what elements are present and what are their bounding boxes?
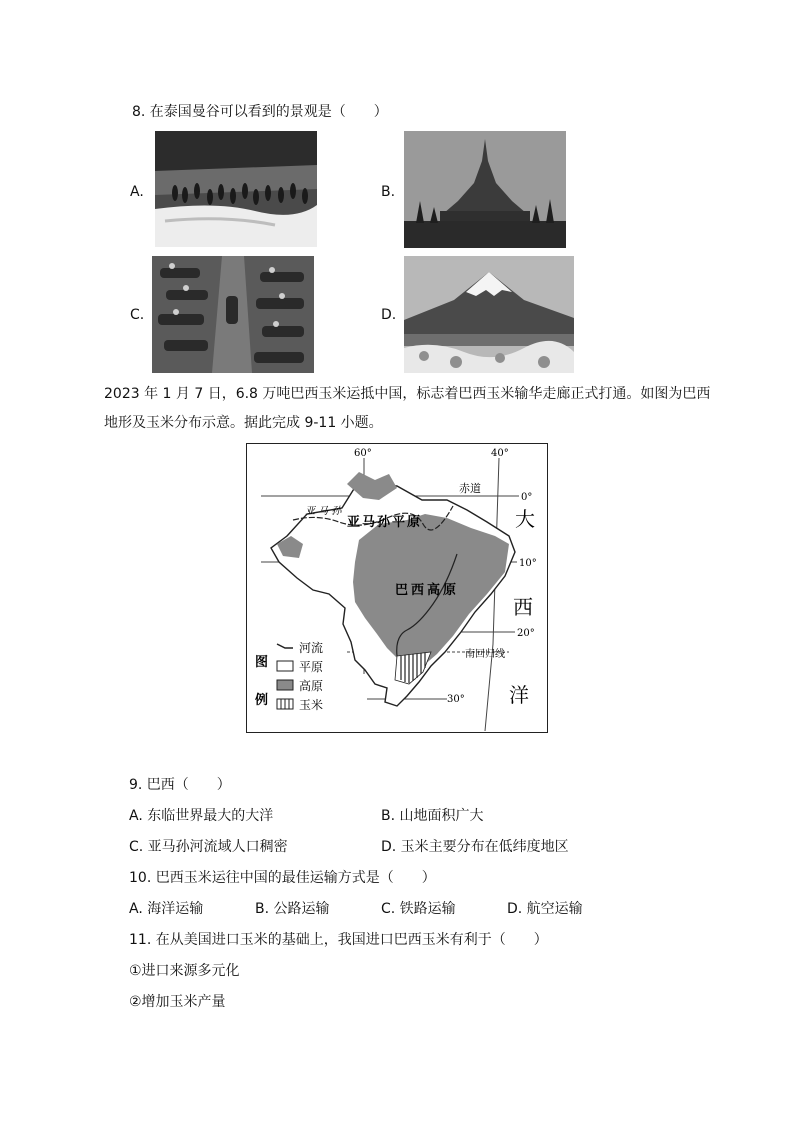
svg-text:图: 图 [255, 655, 269, 670]
plain-legend-icon [277, 661, 293, 671]
svg-text:亚马孙平原: 亚马孙平原 [347, 515, 423, 530]
question-9-stem: 9. 巴西（ ） [129, 777, 231, 793]
svg-text:巴西高原: 巴西高原 [395, 583, 460, 598]
option-a-label: A. [130, 184, 144, 200]
q10-option-a: A. 海洋运输 [129, 901, 204, 917]
q10-option-b: B. 公路运输 [255, 901, 330, 917]
option-d-label: D. [381, 307, 397, 323]
q9-option-c: C. 亚马孙河流域人口稠密 [129, 839, 288, 855]
q9-option-d: D. 玉米主要分布在低纬度地区 [381, 839, 569, 855]
floating-market-photo [152, 256, 314, 373]
q9-option-b: B. 山地面积广大 [381, 808, 484, 824]
svg-text:高原: 高原 [299, 679, 324, 693]
option-c-label: C. [130, 307, 145, 323]
svg-text:河流: 河流 [299, 641, 324, 655]
svg-text:大: 大 [515, 507, 535, 531]
river-legend-icon [277, 644, 293, 648]
q9-option-a: A. 东临世界最大的大洋 [129, 808, 274, 824]
penguins-on-ice-photo [155, 131, 317, 247]
svg-text:10°: 10° [519, 558, 537, 569]
golden-pagoda-photo [404, 131, 566, 248]
option-b-label: B. [381, 184, 396, 200]
svg-text:洋: 洋 [509, 683, 529, 707]
plateau-legend-icon [277, 680, 293, 690]
q10-option-d: D. 航空运输 [507, 901, 583, 917]
q11-item-2: ②增加玉米产量 [129, 994, 226, 1010]
svg-text:西: 西 [513, 595, 533, 619]
svg-text:亚 马 孙: 亚 马 孙 [305, 506, 342, 517]
snow-capped-mountain-photo [404, 256, 574, 373]
question-10-stem: 10. 巴西玉米运往中国的最佳运输方式是（ ） [129, 870, 436, 886]
brazil-terrain-corn-map [246, 443, 548, 733]
svg-text:0°: 0° [521, 492, 533, 503]
svg-text:20°: 20° [517, 628, 535, 639]
intro-line-2: 地形及玉米分布示意。据此完成 9-11 小题。 [104, 415, 383, 431]
svg-text:40°: 40° [491, 448, 509, 459]
svg-text:30°: 30° [447, 694, 465, 705]
svg-text:赤道: 赤道 [459, 482, 481, 495]
intro-line-1: 2023 年 1 月 7 日，6.8 万吨巴西玉米运抵中国，标志着巴西玉米输华走廊正式打通。如图为巴西 [104, 386, 711, 402]
question-8-stem: 8. 在泰国曼谷可以看到的景观是（ ） [132, 104, 388, 120]
svg-text:南回归线: 南回归线 [465, 649, 505, 660]
map-legend [255, 640, 323, 712]
q11-item-1: ①进口来源多元化 [129, 963, 240, 979]
svg-text:例: 例 [255, 693, 269, 708]
question-11-stem: 11. 在从美国进口玉米的基础上，我国进口巴西玉米有利于（ ） [129, 932, 548, 948]
svg-text:玉米: 玉米 [299, 698, 324, 712]
svg-text:60°: 60° [354, 448, 372, 459]
q10-option-c: C. 铁路运输 [381, 901, 456, 917]
svg-text:平原: 平原 [299, 660, 324, 674]
corn-legend-icon [277, 699, 293, 709]
